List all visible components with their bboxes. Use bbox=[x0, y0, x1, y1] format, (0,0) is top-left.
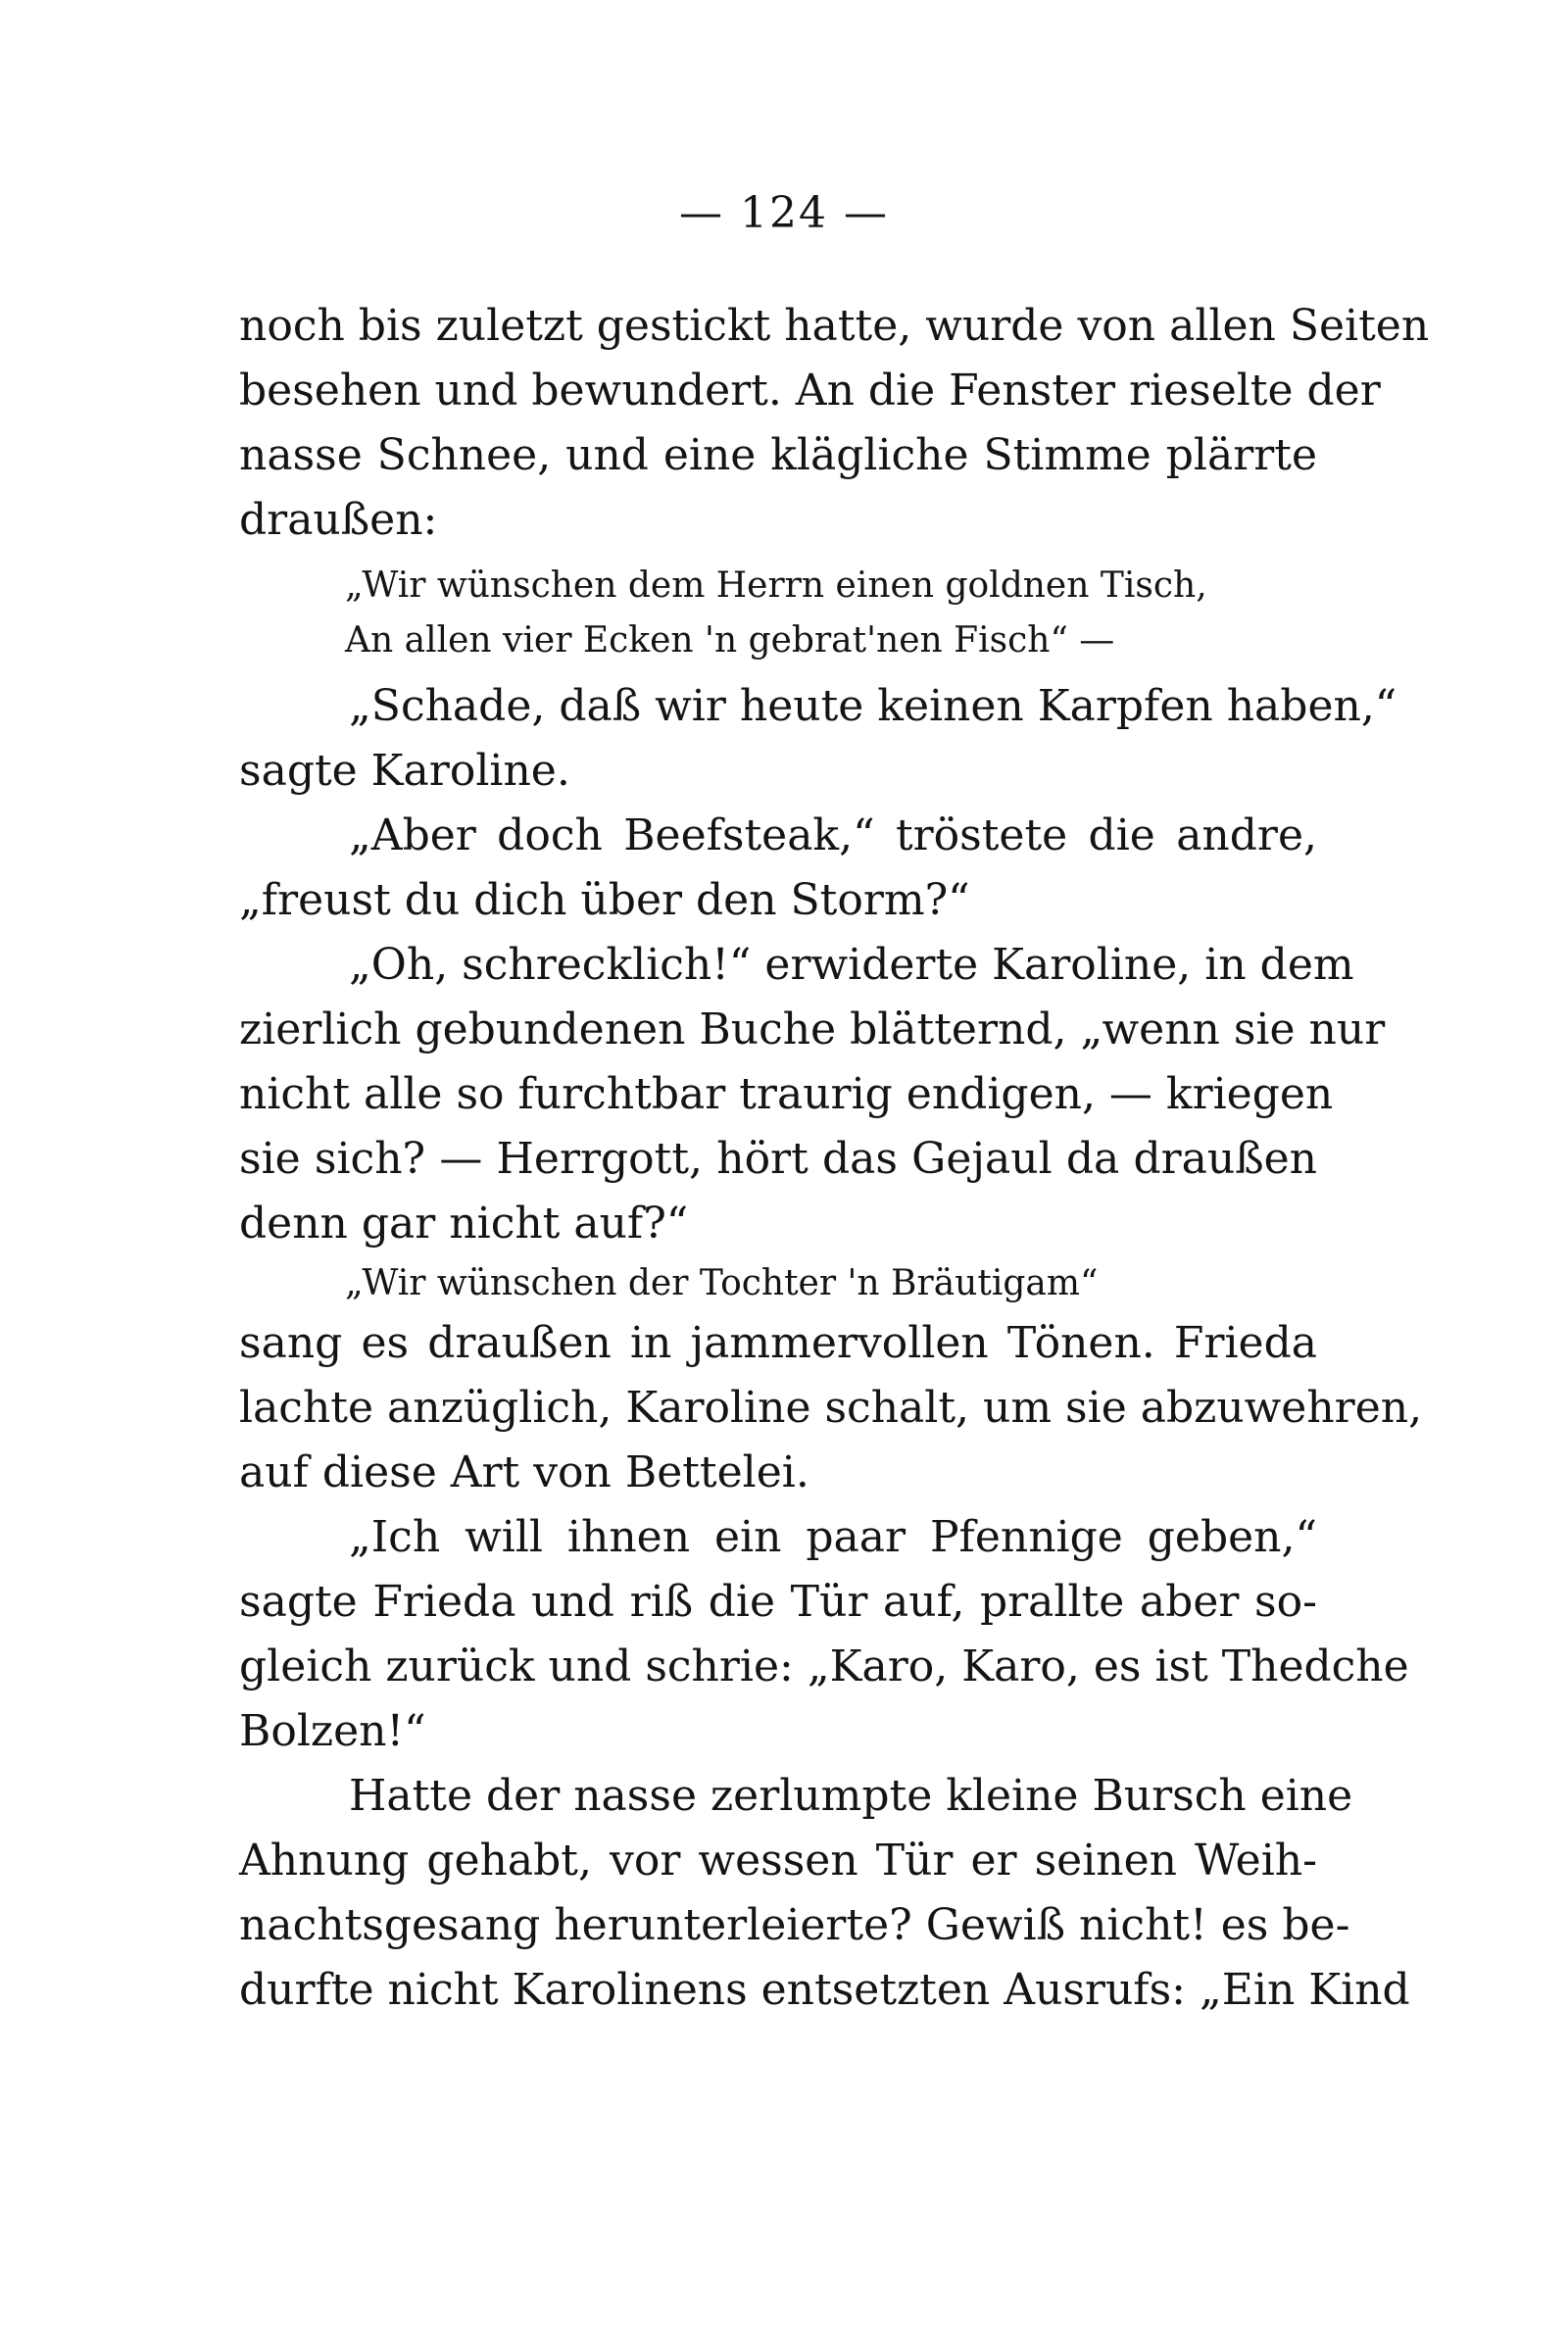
text-line: nasse Schnee, und eine klägliche Stimme plärrte bbox=[239, 430, 1317, 480]
verse-line: „Wir wünschen dem Herrn einen goldnen Tisch, bbox=[345, 565, 1207, 606]
text-line: draußen: bbox=[239, 495, 438, 545]
text-line: sagte Karoline. bbox=[239, 746, 570, 796]
text-line: „Aber doch Beefsteak,“ tröstete die andre, bbox=[349, 810, 1317, 860]
text-line: nicht alle so furchtbar traurig endigen, — kriegen bbox=[239, 1069, 1334, 1119]
text-line: denn gar nicht auf?“ bbox=[239, 1199, 689, 1249]
text-line: Ahnung gehabt, vor wessen Tür er seinen Weih- bbox=[239, 1836, 1317, 1886]
text-line: Hatte der nasse zerlumpte kleine Bursch eine bbox=[349, 1771, 1353, 1821]
text-line: „Schade, daß wir heute keinen Karpfen haben,“ bbox=[349, 681, 1397, 731]
text-line: lachte anzüglich, Karoline schalt, um sie abzuwehren, bbox=[239, 1383, 1423, 1433]
text-line: nachtsgesang herunterleierte? Gewiß nicht! es be- bbox=[239, 1900, 1350, 1950]
page-number: — 124 — bbox=[679, 188, 889, 238]
text-line: gleich zurück und schrie: „Karo, Karo, es ist Thedche bbox=[239, 1642, 1409, 1691]
text-line: noch bis zuletzt gestickt hatte, wurde von allen Seiten bbox=[239, 301, 1430, 351]
text-line: durfte nicht Karolinens entsetzten Ausrufs: „Ein Kind bbox=[239, 1965, 1410, 2015]
text-line: Bolzen!“ bbox=[239, 1706, 426, 1756]
text-line: besehen und bewundert. An die Fenster rieselte der bbox=[239, 366, 1381, 416]
verse-line: An allen vier Ecken 'n gebrat'nen Fisch“ — bbox=[345, 620, 1115, 661]
text-line: sie sich? — Herrgott, hört das Gejaul da draußen bbox=[239, 1134, 1317, 1184]
text-line: auf diese Art von Bettelei. bbox=[239, 1447, 809, 1497]
text-line: „freust du dich über den Storm?“ bbox=[239, 875, 970, 925]
text-line: „Ich will ihnen ein paar Pfennige geben,“ bbox=[349, 1512, 1317, 1562]
verse-line: „Wir wünschen der Tochter 'n Bräutigam“ bbox=[345, 1263, 1099, 1303]
text-line: sagte Frieda und riß die Tür auf, prallte aber so- bbox=[239, 1577, 1317, 1627]
body-text bbox=[239, 294, 1430, 2023]
text-line: sang es draußen in jammervollen Tönen. Frieda bbox=[239, 1318, 1317, 1368]
text-line: „Oh, schrecklich!“ erwiderte Karoline, in dem bbox=[349, 940, 1354, 990]
text-line: zierlich gebundenen Buche blätternd, „wenn sie nur bbox=[239, 1004, 1386, 1054]
